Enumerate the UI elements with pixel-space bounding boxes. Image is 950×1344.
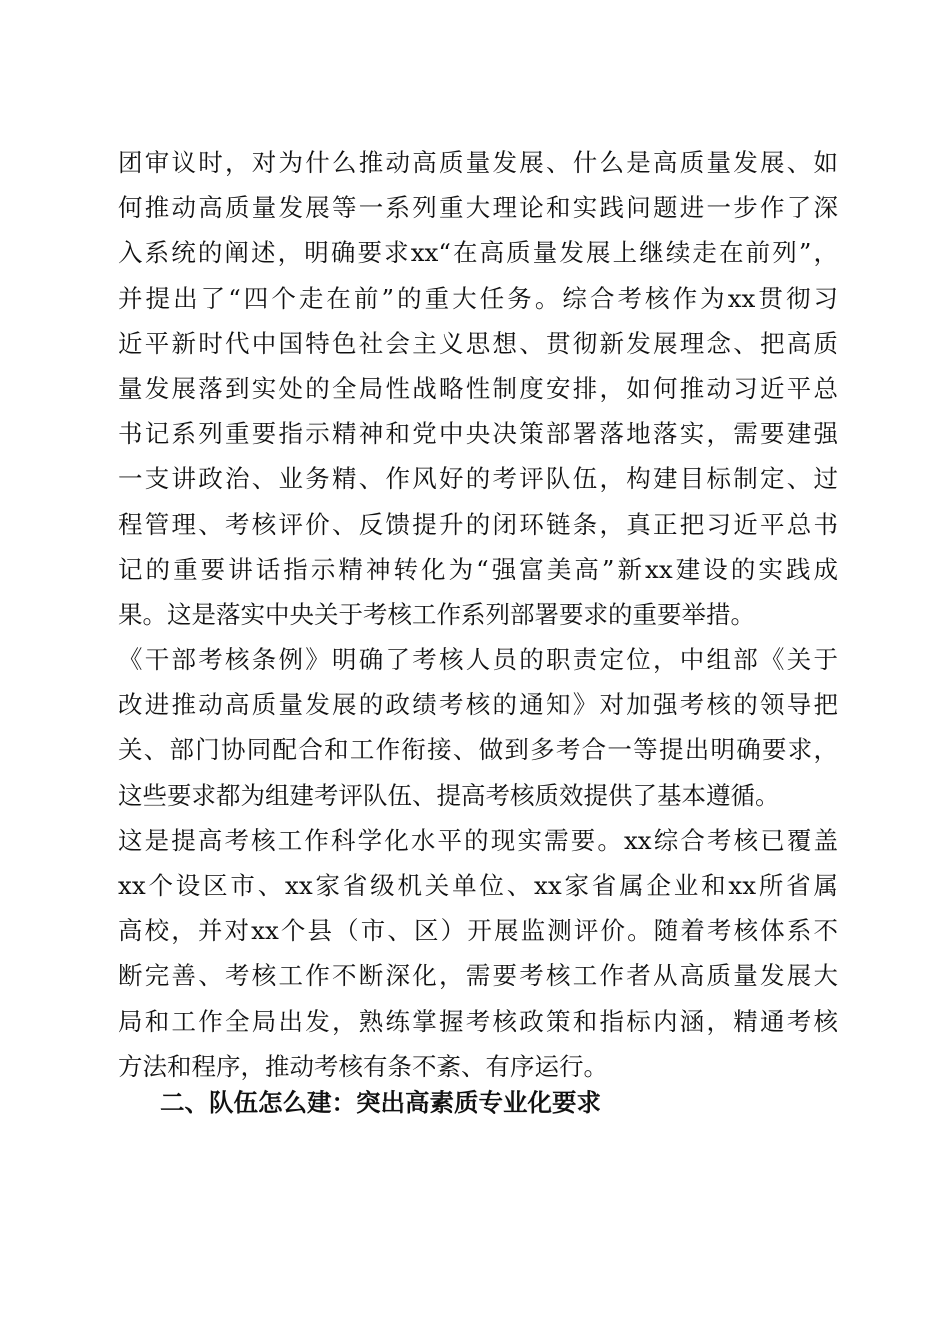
text-line: 高校，并对xx个县（市、区）开展监测评价。随着考核体系不	[118, 916, 838, 946]
section-heading: 二、队伍怎么建：突出高素质专业化要求	[160, 1088, 601, 1117]
text-line: 断完善、考核工作不断深化，需要考核工作者从高质量发展大	[118, 961, 838, 991]
text-line: 这些要求都为组建考评队伍、提高考核质效提供了基本遵循。	[118, 780, 780, 810]
text-line: 改进推动高质量发展的政绩考核的通知》对加强考核的领导把	[118, 690, 838, 720]
text-line: 量发展落到实处的全局性战略性制度安排，如何推动习近平总	[118, 373, 838, 403]
text-line: 程管理、考核评价、反馈提升的闭环链条，真正把习近平总书	[118, 509, 838, 539]
text-line: 书记系列重要指示精神和党中央决策部署落地落实，需要建强	[118, 419, 838, 449]
text-line: 何推动高质量发展等一系列重大理论和实践问题进一步作了深	[118, 193, 838, 223]
text-line: 团审议时，对为什么推动高质量发展、什么是高质量发展、如	[118, 148, 838, 177]
text-line: 近平新时代中国特色社会主义思想、贯彻新发展理念、把高质	[118, 328, 838, 358]
text-line: 记的重要讲话指示精神转化为“强富美高”新xx建设的实践成	[118, 554, 838, 584]
text-line: xx个设区市、xx家省级机关单位、xx家省属企业和xx所省属	[118, 871, 838, 900]
text-line: 入系统的阐述，明确要求xx“在高质量发展上继续走在前列”，	[118, 238, 838, 268]
text-line: 局和工作全局出发，熟练掌握考核政策和指标内涵，精通考核	[118, 1006, 838, 1036]
text-line: 方法和程序，推动考核有条不紊、有序运行。	[118, 1051, 608, 1081]
body-paragraph	[118, 140, 838, 1089]
text-line: 一支讲政治、业务精、作风好的考评队伍，构建目标制定、过	[118, 464, 838, 494]
text-line: 果。这是落实中央关于考核工作系列部署要求的重要举措。	[118, 599, 755, 629]
text-line: 《干部考核条例》明确了考核人员的职责定位，中组部《关于	[118, 645, 838, 675]
text-line: 关、部门协同配合和工作衔接、做到多考合一等提出明确要求，	[118, 735, 838, 765]
text-line: 并提出了“四个走在前”的重大任务。综合考核作为xx贯彻习	[118, 283, 838, 313]
text-line: 这是提高考核工作科学化水平的现实需要。xx综合考核已覆盖	[118, 825, 838, 855]
